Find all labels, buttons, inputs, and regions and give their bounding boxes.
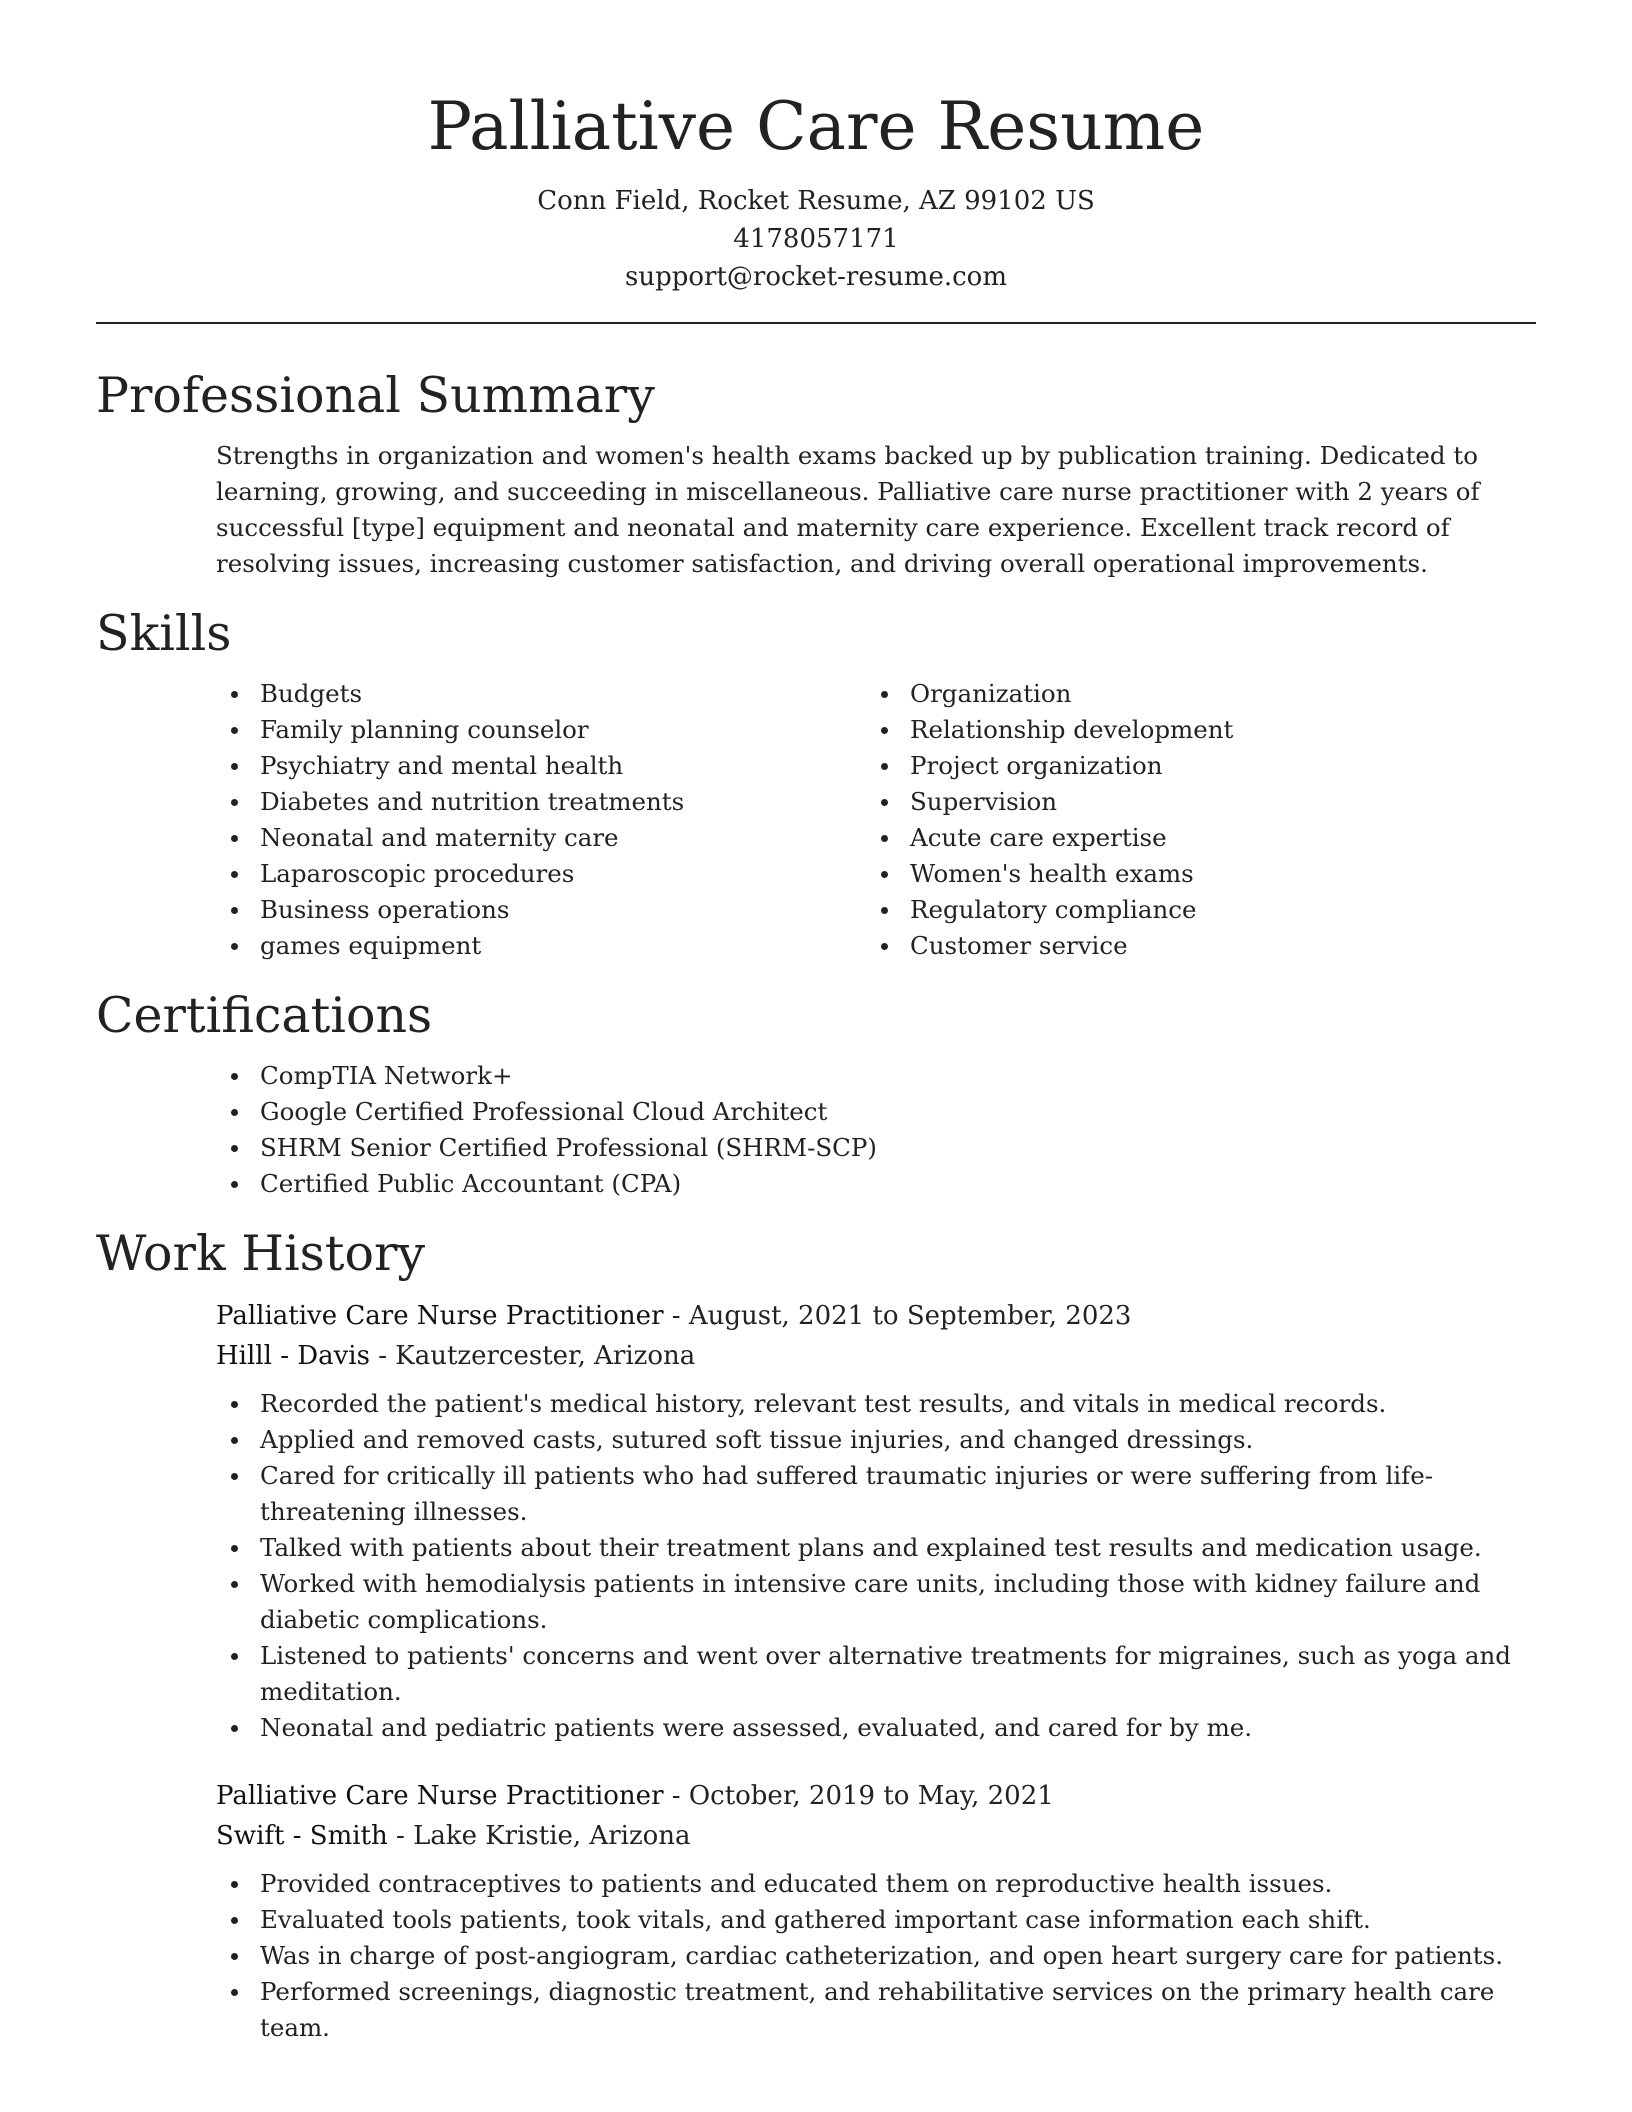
certifications-heading: Certifications: [96, 987, 433, 1044]
job-bullet: Evaluated tools patients, took vitals, and gathered important case information each shift.: [216, 1902, 1536, 1938]
certification-item: Google Certified Professional Cloud Architect: [216, 1094, 1536, 1130]
contact-phone: 4178057171: [733, 224, 899, 254]
job-dates: - October, 2019 to May, 2021: [663, 1781, 1054, 1811]
skill-item: Acute care expertise: [866, 820, 1516, 856]
job-bullet: Provided contraceptives to patients and educated them on reproductive health issues.: [216, 1866, 1536, 1902]
skill-item: Supervision: [866, 784, 1516, 820]
job-bullet: Cared for critically ill patients who had suffered traumatic injuries or were suffering from life-threatening illnesses.: [216, 1458, 1536, 1530]
job-location: - Lake Kristie, Arizona: [387, 1821, 691, 1851]
job-title: Palliative Care Nurse Practitioner: [216, 1781, 664, 1811]
job-entry: [216, 1776, 1536, 2046]
job-bullet: Performed screenings, diagnostic treatment, and rehabilitative services on the primary health care team.: [216, 1974, 1536, 2046]
summary-section: [96, 366, 1536, 582]
skills-list-right: [866, 676, 1516, 964]
job-bullets: [96, 1386, 1536, 1746]
job-bullet: Was in charge of post-angiogram, cardiac catheterization, and open heart surgery care for patients.: [216, 1938, 1536, 1974]
job-entry: [216, 1296, 1536, 1746]
job-bullet: Listened to patients' concerns and went over alternative treatments for migraines, such as yoga and meditation.: [216, 1638, 1536, 1710]
job-title-line: [216, 1776, 1536, 1816]
job-company-line: [216, 1816, 1536, 1856]
job-title-line: [216, 1296, 1536, 1336]
job-company: Hilll - Davis: [216, 1341, 370, 1371]
skills-list-left: [216, 676, 866, 964]
summary-text: Strengths in organization and women's health exams backed up by publication training. Dedicated to learning, growing, and succeeding in miscellaneous. Palliative care nurse practitioner with 2 years of successful [type] equipment and neonatal and maternity care experience. Excellent track record of resolving issues, increasing customer satisfaction, and driving overall operational improvements.: [216, 441, 1480, 578]
job-bullet: Applied and removed casts, sutured soft tissue injuries, and changed dressings.: [216, 1422, 1536, 1458]
skills-heading: Skills: [96, 605, 232, 662]
job-company-line: [216, 1336, 1536, 1376]
skill-item: Diabetes and nutrition treatments: [216, 784, 866, 820]
job-bullet: Talked with patients about their treatment plans and explained test results and medication usage.: [216, 1530, 1536, 1566]
certifications-section: [96, 986, 1536, 1202]
skill-item: Regulatory compliance: [866, 892, 1516, 928]
skill-item: Neonatal and maternity care: [216, 820, 866, 856]
job-company: Swift - Smith: [216, 1821, 388, 1851]
skill-item: Women's health exams: [866, 856, 1516, 892]
skill-item: Organization: [866, 676, 1516, 712]
skill-item: Laparoscopic procedures: [216, 856, 866, 892]
job-bullet: Neonatal and pediatric patients were assessed, evaluated, and cared for by me.: [216, 1710, 1536, 1746]
header-divider: [96, 322, 1536, 324]
skill-item: Relationship development: [866, 712, 1516, 748]
skill-item: Business operations: [216, 892, 866, 928]
summary-heading: Professional Summary: [96, 367, 655, 424]
certifications-list: [216, 1058, 1536, 1202]
resume-page: [96, 0, 1536, 2046]
skills-section: [96, 604, 1536, 964]
skill-item: Psychiatry and mental health: [216, 748, 866, 784]
job-dates: - August, 2021 to September, 2023: [663, 1301, 1132, 1331]
job-bullet: Worked with hemodialysis patients in intensive care units, including those with kidney failure and diabetic complications.: [216, 1566, 1536, 1638]
certification-item: SHRM Senior Certified Professional (SHRM-SCP): [216, 1130, 1536, 1166]
job-bullet: Recorded the patient's medical history, relevant test results, and vitals in medical records.: [216, 1386, 1536, 1422]
job-title: Palliative Care Nurse Practitioner: [216, 1301, 664, 1331]
skill-item: Project organization: [866, 748, 1516, 784]
certification-item: CompTIA Network+: [216, 1058, 1536, 1094]
contact-block: [96, 182, 1536, 296]
work-history-heading: Work History: [96, 1225, 426, 1282]
work-history-section: [96, 1224, 1536, 2046]
contact-address: Conn Field, Rocket Resume, AZ 99102 US: [537, 186, 1095, 216]
skill-item: Customer service: [866, 928, 1516, 964]
skill-item: games equipment: [216, 928, 866, 964]
contact-email: support@rocket-resume.com: [624, 262, 1007, 292]
skill-item: Budgets: [216, 676, 866, 712]
skill-item: Family planning counselor: [216, 712, 866, 748]
certification-item: Certified Public Accountant (CPA): [216, 1166, 1536, 1202]
job-bullets: [96, 1866, 1536, 2046]
skills-columns: [216, 676, 1536, 964]
resume-title: Palliative Care Resume: [427, 88, 1205, 165]
job-location: - Kautzercester, Arizona: [369, 1341, 696, 1371]
